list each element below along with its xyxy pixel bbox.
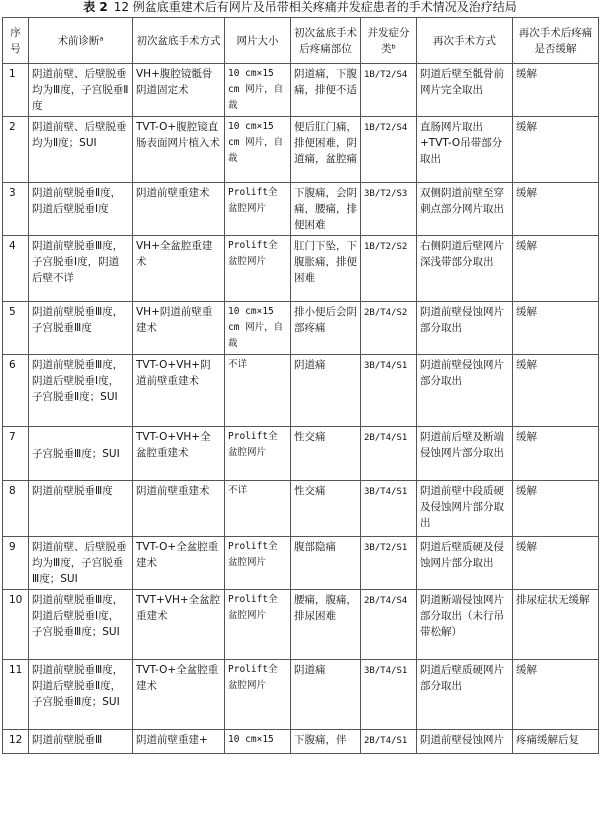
cell-class: 1B/T2/S2 <box>361 236 417 302</box>
cell-diagnosis: 阴道前壁脱垂Ⅲ度，阴道后壁脱垂Ⅰ度，子宫脱垂Ⅲ度；SUI <box>29 590 133 660</box>
cell-class: 3B/T4/S1 <box>361 355 417 427</box>
cell-pain: 阴道痛 <box>291 355 361 427</box>
table-row <box>3 537 599 590</box>
cell-relief: 缓解 <box>513 355 599 427</box>
cell-no: 10 <box>3 590 29 660</box>
cell-no: 6 <box>3 355 29 427</box>
cell-surgery: TVT+VH+全盆腔重建术 <box>133 590 225 660</box>
cell-pain: 排小便后会阴部疼痛 <box>291 302 361 355</box>
table-label: 表 2 <box>83 0 108 14</box>
cell-relief: 疼痛缓解后复 <box>513 730 599 754</box>
cell-class: 1B/T2/S4 <box>361 117 417 183</box>
cell-pain: 下腹痛，伴 <box>291 730 361 754</box>
cell-relief: 缓解 <box>513 236 599 302</box>
cell-class: 3B/T2/S3 <box>361 183 417 236</box>
cell-relief: 缓解 <box>513 427 599 481</box>
cell-class: 2B/T4/S4 <box>361 590 417 660</box>
surgery-outcomes-table <box>2 17 599 754</box>
cell-pain: 阴道痛，下腹痛，排便不适 <box>291 64 361 117</box>
cell-diagnosis: 阴道前壁脱垂Ⅲ度，阴道后壁脱垂Ⅱ度，子宫脱垂Ⅲ度；SUI <box>29 660 133 730</box>
cell-reop: 阴道断端侵蚀网片部分取出（未行吊带松解） <box>417 590 513 660</box>
cell-pain: 便后肛门痛，排便困难，阴道痛，盆腔痛 <box>291 117 361 183</box>
cell-class: 3B/T4/S1 <box>361 481 417 537</box>
cell-no: 2 <box>3 117 29 183</box>
cell-mesh: Prolift全盆腔网片 <box>225 183 291 236</box>
header-diagnosis: 术前诊断ᵃ <box>29 18 133 64</box>
table-row <box>3 730 599 754</box>
cell-no: 7 <box>3 427 29 481</box>
cell-relief: 缓解 <box>513 64 599 117</box>
header-class: 并发症分类ᵇ <box>361 18 417 64</box>
header-reop: 再次手术方式 <box>417 18 513 64</box>
cell-no: 1 <box>3 64 29 117</box>
cell-reop: 阴道后壁质硬网片部分取出 <box>417 660 513 730</box>
cell-relief: 排尿症状无缓解 <box>513 590 599 660</box>
cell-no: 3 <box>3 183 29 236</box>
cell-mesh: 10 cm×15 <box>225 730 291 754</box>
header-mesh: 网片大小 <box>225 18 291 64</box>
header-surgery: 初次盆底手术方式 <box>133 18 225 64</box>
cell-reop: 阴道后壁质硬及侵蚀网片部分取出 <box>417 537 513 590</box>
cell-relief: 缓解 <box>513 117 599 183</box>
cell-pain: 腹部隐痛 <box>291 537 361 590</box>
cell-class: 2B/T4/S2 <box>361 302 417 355</box>
cell-class: 3B/T4/S1 <box>361 660 417 730</box>
cell-diagnosis: 阴道前壁脱垂Ⅲ度，阴道后壁脱垂Ⅰ度，子宫脱垂Ⅱ度；SUI <box>29 355 133 427</box>
cell-diagnosis: 阴道前壁脱垂Ⅱ度，阴道后壁脱垂Ⅰ度 <box>29 183 133 236</box>
cell-relief: 缓解 <box>513 660 599 730</box>
cell-diagnosis: 阴道前壁、后壁脱垂均为Ⅲ度，子宫脱垂Ⅲ度；SUI <box>29 537 133 590</box>
table-row <box>3 590 599 660</box>
cell-surgery: TVT-O+全盆腔重建术 <box>133 537 225 590</box>
cell-diagnosis: 阴道前壁脱垂Ⅲ <box>29 730 133 754</box>
cell-no: 5 <box>3 302 29 355</box>
cell-pain: 阴道痛 <box>291 660 361 730</box>
cell-pain: 腰痛，腹痛，排尿困难 <box>291 590 361 660</box>
table-row <box>3 427 599 481</box>
cell-class: 1B/T2/S4 <box>361 64 417 117</box>
table-row <box>3 355 599 427</box>
cell-surgery: 阴道前壁重建术 <box>133 183 225 236</box>
cell-mesh: Prolift全盆腔网片 <box>225 660 291 730</box>
table-row <box>3 183 599 236</box>
cell-surgery: TVT-O+全盆腔重建术 <box>133 660 225 730</box>
cell-no: 11 <box>3 660 29 730</box>
cell-reop: 阴道后壁至骶骨前网片完全取出 <box>417 64 513 117</box>
cell-relief: 缓解 <box>513 537 599 590</box>
cell-diagnosis: 子宫脱垂Ⅲ度；SUI <box>29 427 133 481</box>
cell-mesh: Prolift全盆腔网片 <box>225 427 291 481</box>
cell-surgery: VH+阴道前壁重建术 <box>133 302 225 355</box>
cell-mesh: 10 cm×15 cm 网片，自裁 <box>225 64 291 117</box>
cell-diagnosis: 阴道前壁脱垂Ⅲ度，子宫脱垂Ⅲ度 <box>29 302 133 355</box>
cell-relief: 缓解 <box>513 302 599 355</box>
cell-reop: 阴道前壁中段质硬及侵蚀网片部分取出 <box>417 481 513 537</box>
table-row <box>3 660 599 730</box>
cell-reop: 阴道前壁侵蚀网片部分取出 <box>417 302 513 355</box>
cell-reop: 双侧阴道前壁至穿刺点部分网片取出 <box>417 183 513 236</box>
cell-relief: 缓解 <box>513 183 599 236</box>
cell-reop: 阴道前壁侵蚀网片 <box>417 730 513 754</box>
table-row <box>3 481 599 537</box>
cell-diagnosis: 阴道前壁脱垂Ⅲ度，子宫脱垂Ⅰ度，阴道后壁不详 <box>29 236 133 302</box>
cell-surgery: 阴道前壁重建术 <box>133 481 225 537</box>
cell-mesh: Prolift全盆腔网片 <box>225 590 291 660</box>
cell-relief: 缓解 <box>513 481 599 537</box>
cell-diagnosis: 阴道前壁、后壁脱垂均为Ⅱ度；SUI <box>29 117 133 183</box>
header-no: 序号 <box>3 18 29 64</box>
cell-reop: 阴道前后壁及断端侵蚀网片部分取出 <box>417 427 513 481</box>
cell-reop: 阴道前壁侵蚀网片部分取出 <box>417 355 513 427</box>
table-row <box>3 302 599 355</box>
cell-surgery: TVT-O+腹腔镜直肠表面网片植入术 <box>133 117 225 183</box>
cell-mesh: 不详 <box>225 355 291 427</box>
cell-pain: 肛门下坠，下腹胀痛，排便困难 <box>291 236 361 302</box>
cell-surgery: TVT-O+VH+全盆腔重建术 <box>133 427 225 481</box>
cell-reop: 直肠网片取出+TVT-O吊带部分取出 <box>417 117 513 183</box>
cell-mesh: Prolift全盆腔网片 <box>225 537 291 590</box>
table-caption: 12 例盆底重建术后有网片及吊带相关疼痛并发症患者的手术情况及治疗结局 <box>113 0 517 14</box>
header-pain: 初次盆底手术后疼痛部位 <box>291 18 361 64</box>
cell-diagnosis: 阴道前壁脱垂Ⅲ度 <box>29 481 133 537</box>
cell-mesh: 不详 <box>225 481 291 537</box>
table-row <box>3 117 599 183</box>
cell-pain: 下腹痛，会阴痛，腰痛，排便困难 <box>291 183 361 236</box>
cell-no: 4 <box>3 236 29 302</box>
cell-class: 3B/T2/S1 <box>361 537 417 590</box>
cell-surgery: 阴道前壁重建+ <box>133 730 225 754</box>
cell-pain: 性交痛 <box>291 427 361 481</box>
table-row <box>3 236 599 302</box>
cell-no: 9 <box>3 537 29 590</box>
cell-surgery: TVT-O+VH+阴道前壁重建术 <box>133 355 225 427</box>
cell-surgery: VH+腹腔镜骶骨阴道固定术 <box>133 64 225 117</box>
table-row <box>3 64 599 117</box>
cell-no: 12 <box>3 730 29 754</box>
cell-mesh: 10 cm×15 cm 网片，自裁 <box>225 117 291 183</box>
cell-surgery: VH+全盆腔重建术 <box>133 236 225 302</box>
cell-class: 2B/T4/S1 <box>361 427 417 481</box>
cell-class: 2B/T4/S1 <box>361 730 417 754</box>
cell-no: 8 <box>3 481 29 537</box>
cell-mesh: Prolift全盆腔网片 <box>225 236 291 302</box>
cell-mesh: 10 cm×15 cm 网片，自裁 <box>225 302 291 355</box>
cell-diagnosis: 阴道前壁、后壁脱垂均为Ⅲ度，子宫脱垂Ⅱ度 <box>29 64 133 117</box>
cell-reop: 右侧阴道后壁网片深浅带部分取出 <box>417 236 513 302</box>
cell-pain: 性交痛 <box>291 481 361 537</box>
table-title <box>0 0 600 14</box>
header-relief: 再次手术后疼痛是否缓解 <box>513 18 599 64</box>
header-row <box>3 18 599 64</box>
